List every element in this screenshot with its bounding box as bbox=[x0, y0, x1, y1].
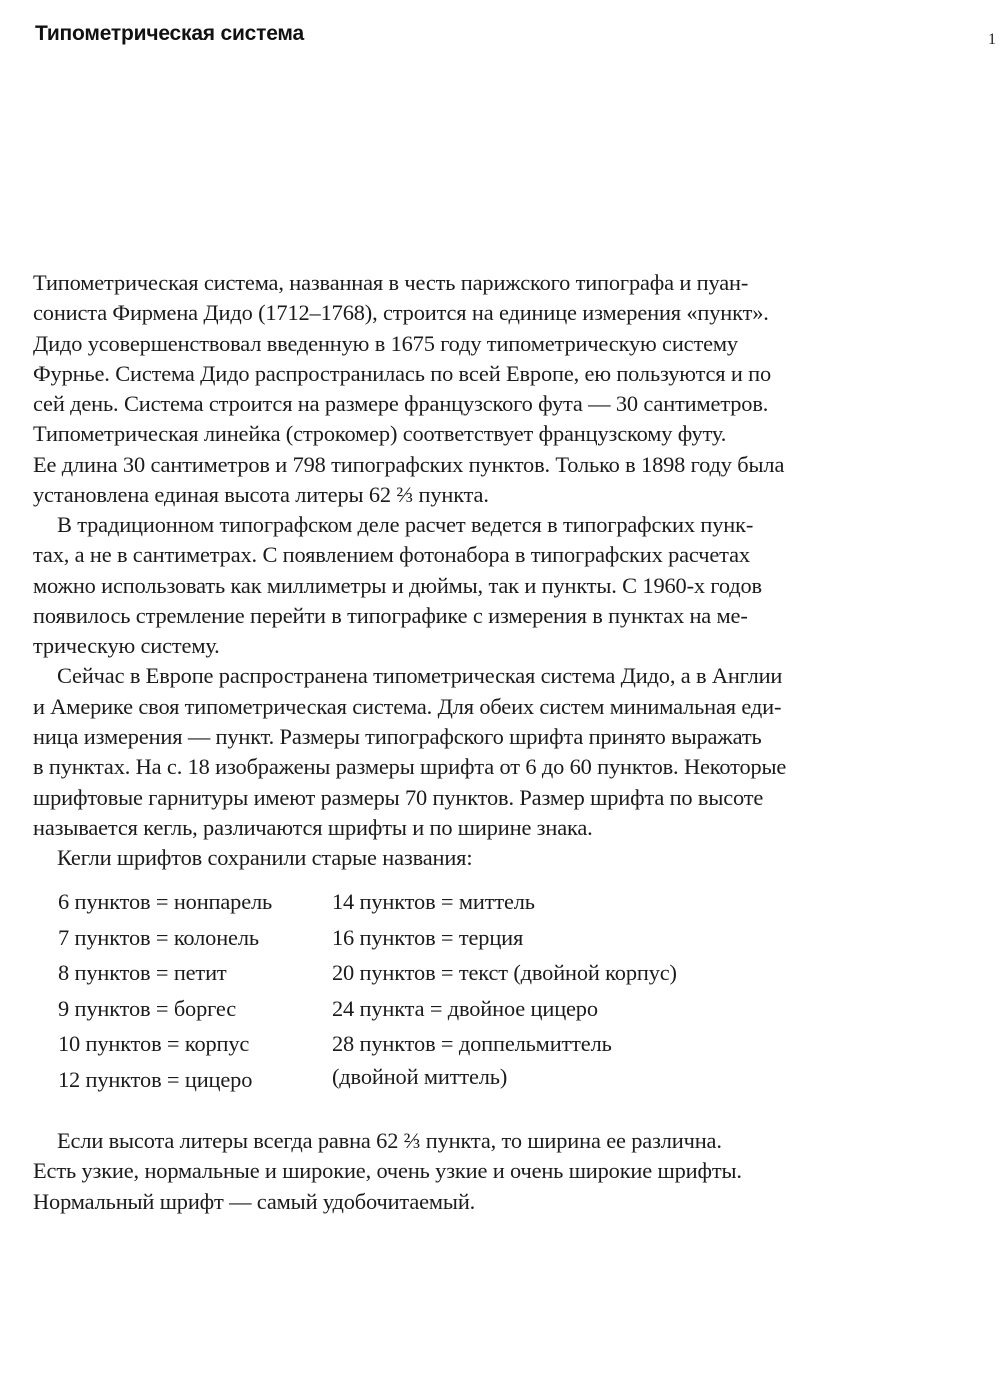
text-line: сей день. Система строится на размере французского фута — 30 сантиметров. bbox=[33, 391, 769, 417]
text-line: Фурнье. Система Дидо распространилась по всей Европе, ею пользуются и по bbox=[33, 360, 772, 386]
text-line: трическую систему. bbox=[33, 633, 220, 659]
font-size-entry: 8 пунктов = петит bbox=[58, 960, 227, 986]
font-sizes-right-column bbox=[332, 884, 677, 1092]
text-line: В традиционном типографском деле расчет ведется в типографских пунк- bbox=[57, 512, 754, 537]
text-line: и Америке своя типометрическая система. Для обеих систем минимальная еди- bbox=[33, 693, 782, 719]
text-line: Типометрическая система, названная в честь парижского типографа и пуан- bbox=[33, 270, 749, 295]
page-title: Типометрическая система bbox=[35, 22, 304, 45]
font-size-entry: 6 пунктов = нонпарель bbox=[58, 889, 273, 914]
text-line: в пунктах. На с. 18 изображены размеры шрифта от 6 до 60 пунктов. Некоторые bbox=[33, 754, 787, 780]
font-size-entry: 28 пунктов = доппельмиттель bbox=[332, 1031, 612, 1057]
font-size-entry: 7 пунктов = колонель bbox=[58, 924, 259, 950]
text-line: шрифтовые гарнитуры имеют размеры 70 пунктов. Размер шрифта по высоте bbox=[33, 784, 764, 810]
font-size-entry: 24 пункта = двойное цицеро bbox=[332, 995, 598, 1021]
sizes-intro: Кегли шрифтов сохранили старые названия: bbox=[57, 845, 473, 871]
text-line: можно использовать как миллиметры и дюймы, так и пункты. С 1960-х годов bbox=[33, 572, 762, 598]
text-line: называется кегль, различаются шрифты и по ширине знака. bbox=[33, 814, 593, 840]
font-size-entry: 14 пунктов = миттель bbox=[332, 889, 535, 914]
text-line: ница измерения — пункт. Размеры типографского шрифта принято выражать bbox=[33, 724, 762, 750]
text-line: Есть узкие, нормальные и широкие, очень узкие и очень широкие шрифты. bbox=[33, 1158, 742, 1184]
font-size-entry: 9 пунктов = боргес bbox=[58, 995, 237, 1021]
text-line: Типометрическая линейка (строкомер) соответствует французскому футу. bbox=[33, 421, 727, 447]
text-line: появилось стремление перейти в типографике с измерения в пунктах на ме- bbox=[33, 602, 748, 628]
font-size-entry: 12 пунктов = цицеро bbox=[58, 1066, 253, 1092]
font-size-entry: 20 пунктов = текст (двойной корпус) bbox=[332, 960, 677, 986]
text-line: тах, а не в сантиметрах. С появлением фотонабора в типографских расчетах bbox=[33, 542, 750, 568]
font-size-entry: 16 пунктов = терция bbox=[332, 924, 524, 950]
closing-paragraph bbox=[33, 1126, 742, 1217]
font-sizes-left-column bbox=[58, 884, 272, 1098]
text-line: Если высота литеры всегда равна 62 ⅔ пункта, то ширина ее различна. bbox=[57, 1128, 722, 1153]
font-size-entry: 10 пунктов = корпус bbox=[58, 1031, 250, 1057]
font-size-entry-continuation: (двойной миттель) bbox=[332, 1063, 508, 1089]
text-line: Сейчас в Европе распространена типометрическая система Дидо, а в Англии bbox=[57, 663, 783, 689]
text-line: Дидо усовершенствовал введенную в 1675 году типометрическую систему bbox=[33, 330, 738, 356]
text-line: установлена единая высота литеры 62 ⅔ пункта. bbox=[33, 482, 489, 508]
intro-paragraph bbox=[33, 268, 784, 510]
page-number: 1 bbox=[988, 31, 996, 48]
text-line: Нормальный шрифт — самый удобочитаемый. bbox=[33, 1188, 476, 1214]
text-line: сониста Фирмена Дидо (1712–1768), строится на единице измерения «пункт». bbox=[33, 300, 769, 326]
text-line: Ее длина 30 сантиметров и 798 типографских пунктов. Только в 1898 году была bbox=[33, 451, 785, 477]
body-paragraphs bbox=[33, 510, 786, 874]
